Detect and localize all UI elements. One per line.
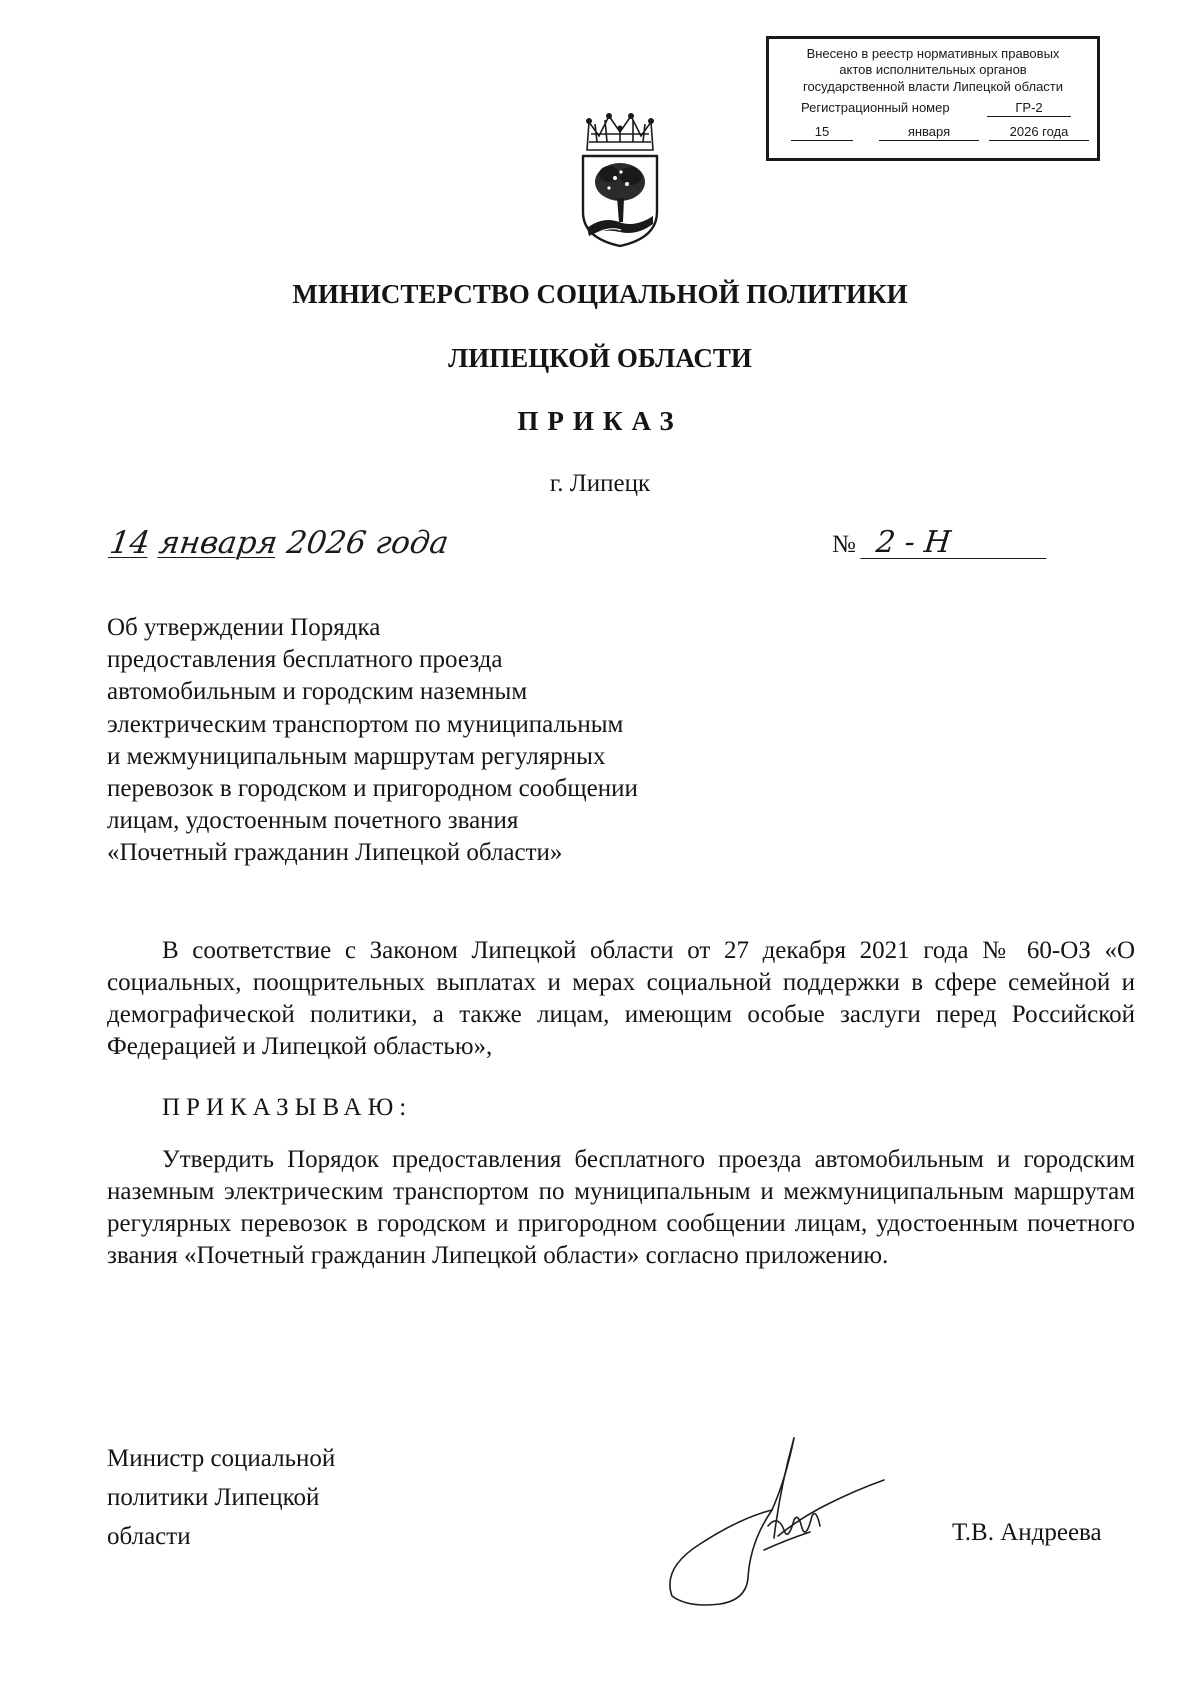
order-title (107, 612, 747, 870)
stamp-line-2: актов исполнительных органов (839, 62, 1027, 77)
coat-of-arms-icon (575, 112, 665, 250)
registration-day: 15 (791, 123, 853, 141)
signatory-title-line: Министр социальной (107, 1445, 336, 1472)
order-date-year: 2026 года (284, 525, 451, 561)
title-line: предоставления бесплатного проезда (107, 646, 503, 674)
decree-word: ПРИКАЗЫВАЮ: (162, 1094, 413, 1121)
title-line: «Почетный гражданин Липецкой области» (107, 839, 563, 867)
order-date-month: января (156, 525, 280, 561)
signatory-name: Т.В. Андреева (952, 1519, 1102, 1546)
registration-number-label: Регистрационный номер (801, 100, 950, 115)
region-title: ЛИПЕЦКОЙ ОБЛАСТИ (448, 343, 752, 373)
title-line: автомобильным и городским наземным (107, 678, 528, 706)
registration-month: января (879, 123, 979, 141)
number-sign: № (832, 531, 856, 558)
title-line: электрическим транспортом по муниципальным (107, 710, 624, 738)
signatory-title-line: области (107, 1523, 191, 1550)
city: г. Липецк (549, 470, 651, 497)
handwritten-signature (660, 1418, 910, 1618)
title-line: перевозок в городском и пригородном сообщении (107, 775, 638, 803)
document-type: ПРИКАЗ (517, 406, 683, 436)
decision-paragraph: Утвердить Порядок предоставления бесплатного проезда автомобильным и городским наземным электрическим транспортом по муниципальным и межмуниципальным маршрутам регулярных перевозок в городском и пригородном сообщении лицам, удостоенным почетного звания «Почетный гражданин Липецкой области» согласно приложению. (107, 1146, 1135, 1269)
order-number-value: 2 - Н (860, 528, 1049, 559)
signatory-title-line: политики Липецкой (107, 1484, 320, 1511)
title-line: Об утверждении Порядка (107, 614, 381, 641)
order-date-day: 14 (107, 525, 152, 561)
signatory-title (107, 1439, 407, 1556)
stamp-line-3: государственной власти Липецкой области (802, 79, 1064, 94)
registration-year: 2026 года (989, 123, 1089, 141)
stamp-line-1: Внесено в реестр нормативных правовых (806, 46, 1060, 61)
order-number (832, 525, 1048, 561)
registration-stamp (766, 36, 1100, 161)
order-date (107, 524, 451, 562)
preamble-paragraph: В соответствие с Законом Липецкой области от 27 декабря 2021 года № 60-ОЗ «О социальных, поощрительных выплатах и мерах социальной поддержки в сфере семейной и демографической политики, а также лицам, имеющим особые заслуги перед Российской Федерацией и Липецкой областью», (107, 937, 1135, 1060)
registration-number-value: ГР-2 (987, 99, 1071, 117)
title-line: лицам, удостоенным почетного звания (107, 807, 519, 835)
title-line: и межмуниципальным маршрутам регулярных (107, 742, 606, 770)
ministry-title: МИНИСТЕРСТВО СОЦИАЛЬНОЙ ПОЛИТИКИ (292, 279, 908, 309)
